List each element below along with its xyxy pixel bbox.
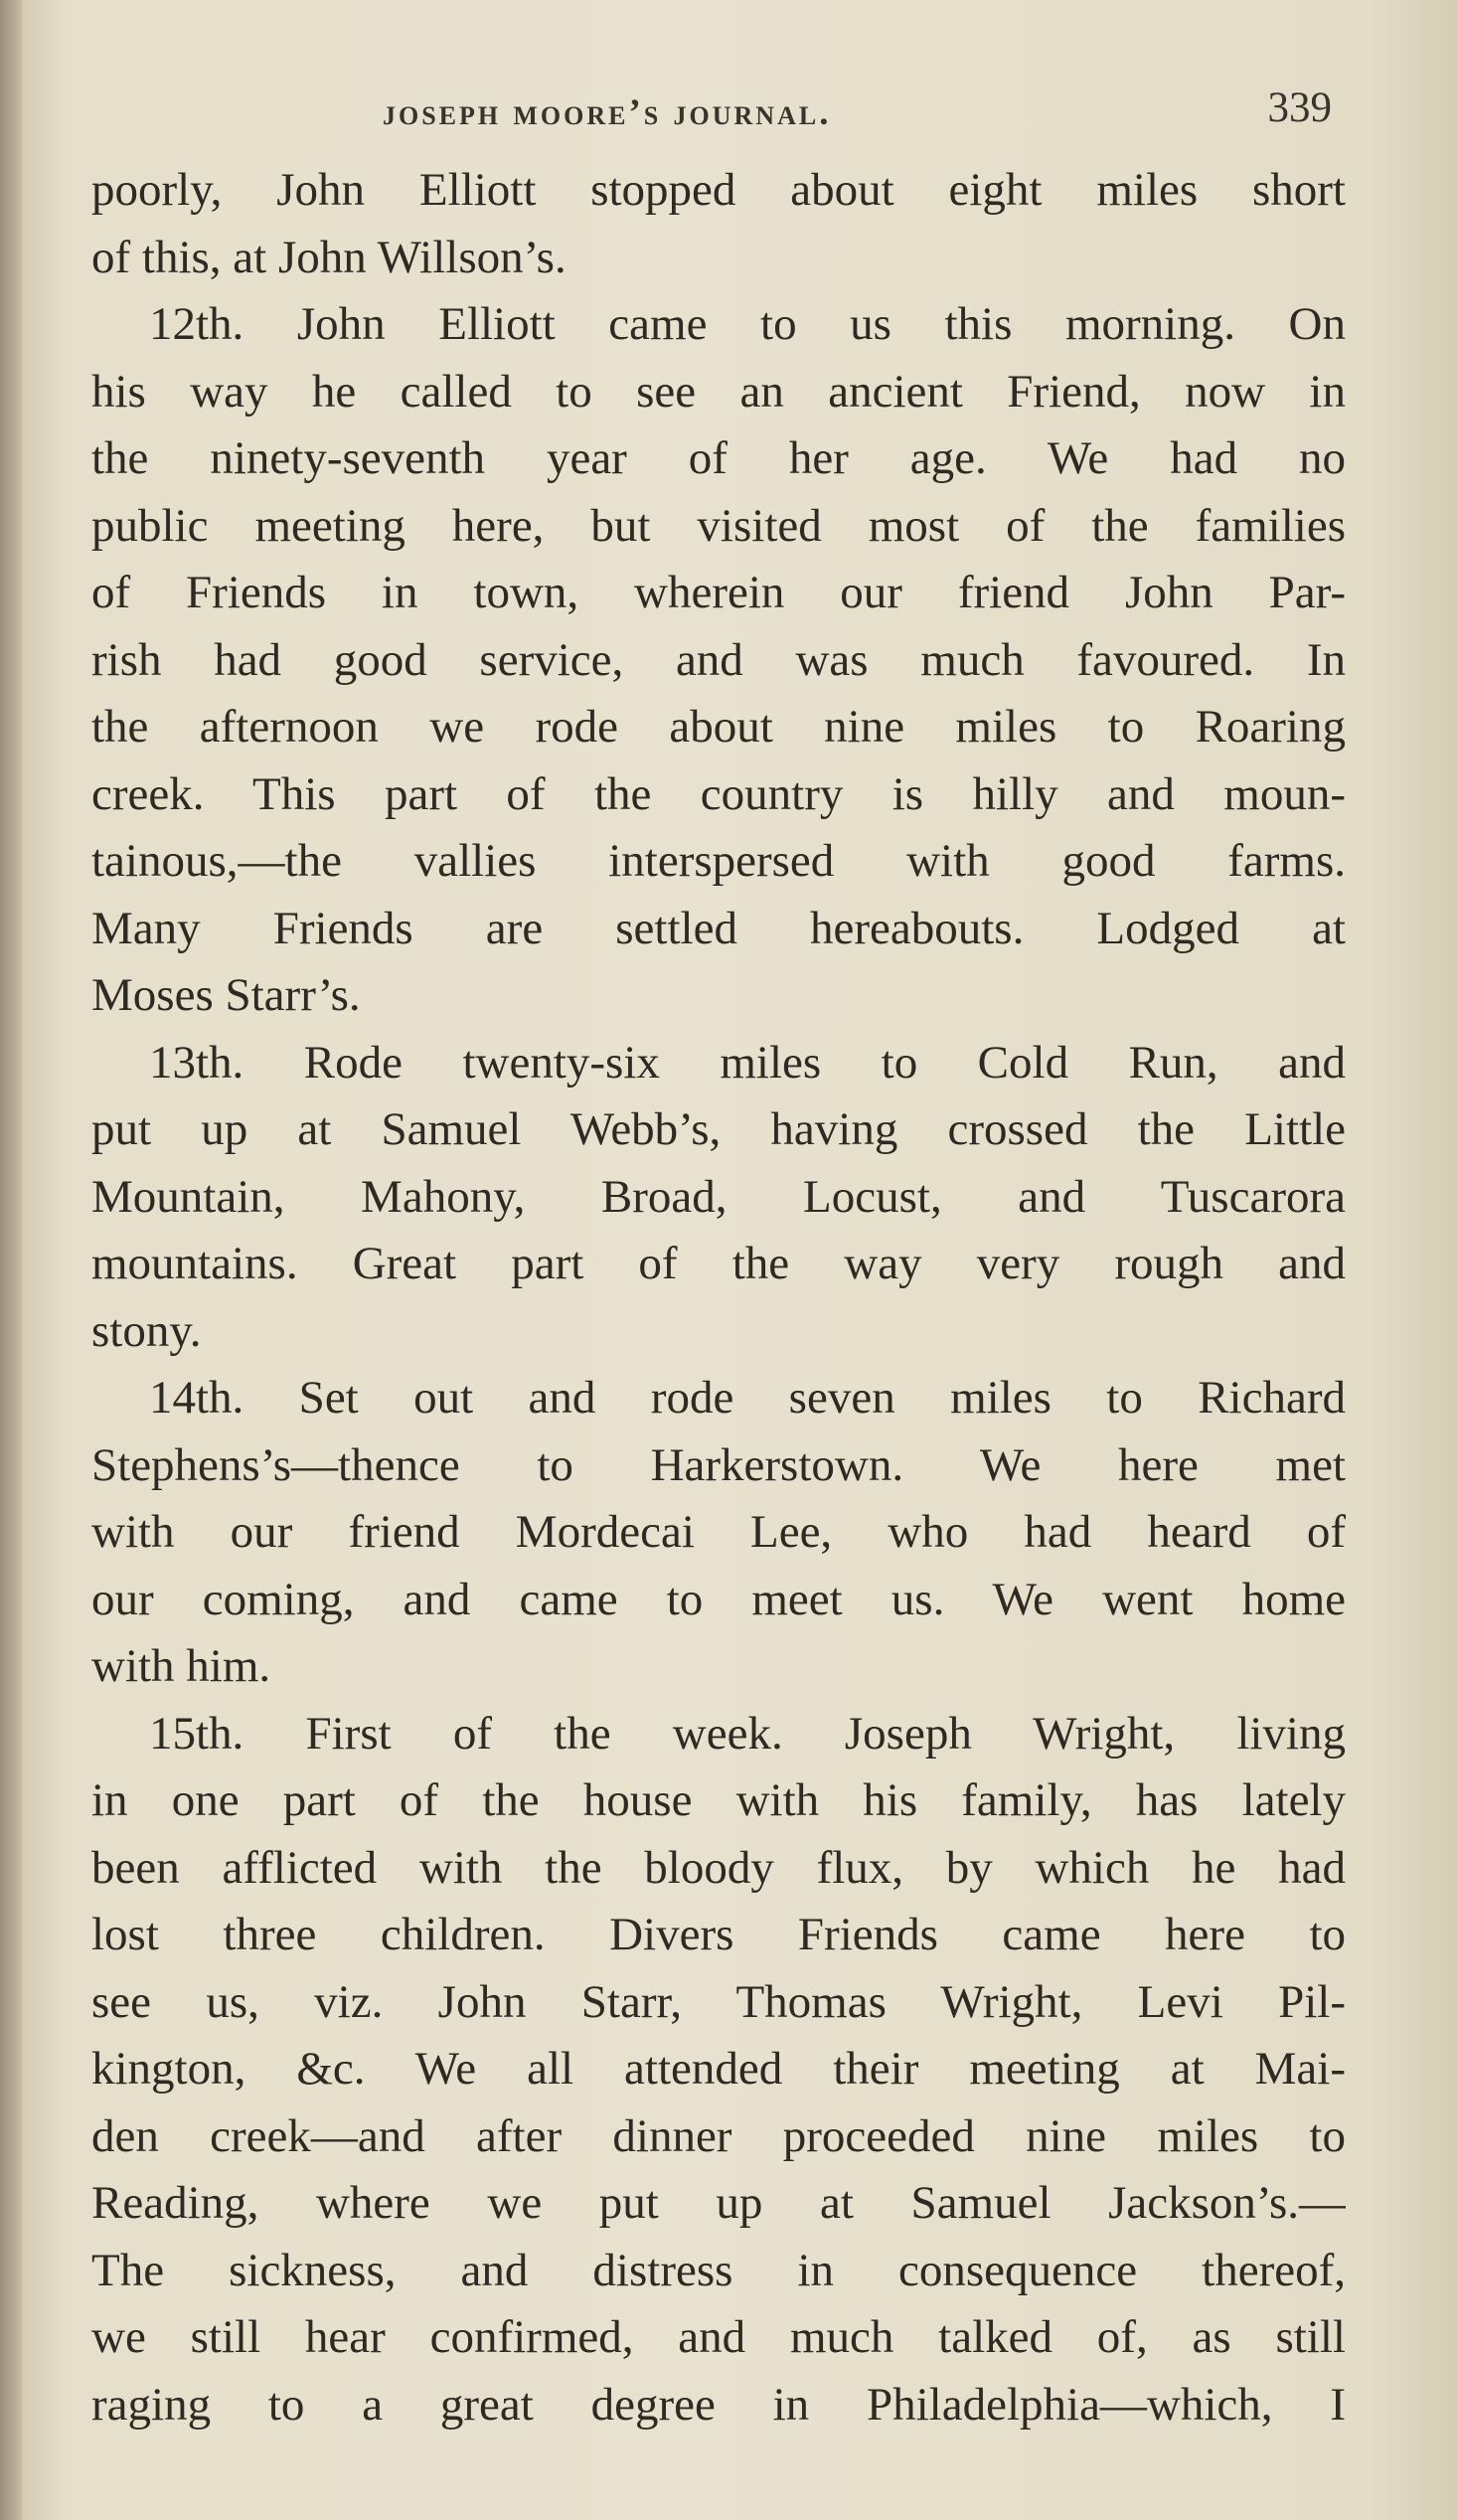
text-line: stony.	[91, 1304, 202, 1357]
text-line: Many Friends are settled hereabouts. Lodged at	[91, 902, 1346, 954]
text-line: Mountain, Mahony, Broad, Locust, and Tuscarora	[91, 1170, 1346, 1223]
text-line: with our friend Mordecai Lee, who had heard of	[91, 1506, 1346, 1558]
text-line: Stephens’s—thence to Harkerstown. We here met	[91, 1438, 1346, 1491]
text-line: in one part of the house with his family, has lately	[91, 1774, 1346, 1826]
text-line: poorly, John Elliott stopped about eight miles short	[91, 164, 1346, 216]
text-line: we still hear confirmed, and much talked of, as still	[91, 2311, 1346, 2363]
text-line: with him.	[91, 1640, 271, 1692]
text-line: mountains. Great part of the way very rough and	[91, 1238, 1346, 1289]
text-line: 12th. John Elliott came to us this morning. On	[149, 298, 1346, 350]
text-line: den creek—and after dinner proceeded nine miles to	[91, 2109, 1346, 2162]
body-text	[91, 157, 1346, 2438]
text-line: kington, &c. We all attended their meeting at Mai-	[91, 2043, 1346, 2095]
text-line: 14th. Set out and rode seven miles to Richard	[149, 1372, 1346, 1424]
text-line: see us, viz. John Starr, Thomas Wright, Levi Pil-	[91, 1975, 1346, 2028]
text-line: raging to a great degree in Philadelphia—which, I	[91, 2378, 1346, 2431]
text-line: rish had good service, and was much favoured. In	[91, 633, 1346, 686]
page-number: 339	[1267, 84, 1332, 131]
text-line: creek. This part of the country is hilly and moun-	[91, 767, 1346, 820]
text-line: the afternoon we rode about nine miles to Roaring	[91, 701, 1346, 753]
text-line: The sickness, and distress in consequence thereof,	[91, 2244, 1346, 2296]
text-line: tainous,—the vallies interspersed with good farms.	[91, 835, 1346, 887]
text-line: put up at Samuel Webb’s, having crossed the Little	[91, 1103, 1346, 1155]
running-head: joseph moore’s journal.	[383, 92, 832, 133]
text-line: his way he called to see an ancient Friend, now in	[91, 365, 1346, 418]
text-line: of this, at John Willson’s.	[91, 231, 567, 283]
text-line: of Friends in town, wherein our friend John Par-	[91, 567, 1346, 618]
text-line: the ninety-seventh year of her age. We had no	[91, 432, 1346, 484]
page-header	[94, 84, 1332, 143]
spine-shadow	[0, 0, 22, 2520]
text-line: our coming, and came to meet us. We went home	[91, 1573, 1346, 1625]
text-line: 15th. First of the week. Joseph Wright, living	[149, 1707, 1346, 1760]
text-line: been afflicted with the bloody flux, by which he had	[91, 1841, 1346, 1894]
text-line: public meeting here, but visited most of the families	[91, 499, 1346, 552]
text-line: Moses Starr’s.	[91, 969, 361, 1021]
text-line: lost three children. Divers Friends came here to	[91, 1909, 1346, 1960]
text-line: 13th. Rode twenty-six miles to Cold Run, and	[149, 1036, 1346, 1089]
text-line: Reading, where we put up at Samuel Jackson’s.—	[91, 2177, 1346, 2229]
